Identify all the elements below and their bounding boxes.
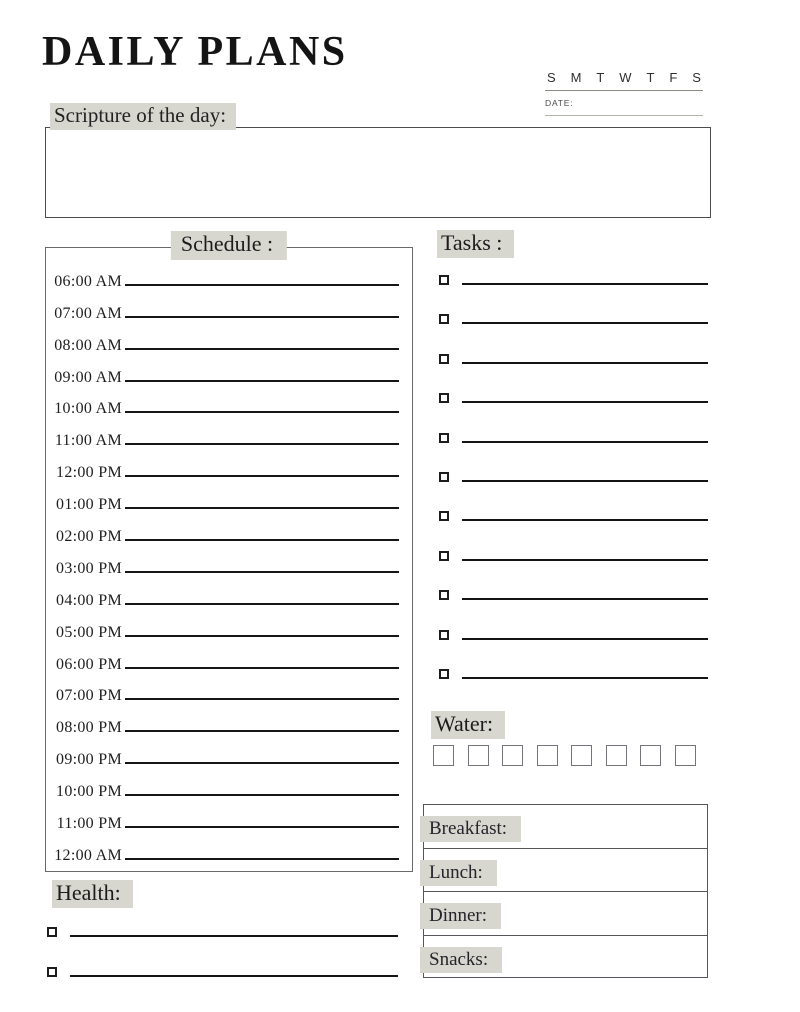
schedule-row xyxy=(46,547,412,579)
task-entry-line[interactable] xyxy=(462,480,708,482)
meals-box xyxy=(423,804,708,978)
schedule-row xyxy=(46,483,412,515)
meal-label: Dinner: xyxy=(420,903,501,929)
schedule-entry-line[interactable] xyxy=(125,667,399,669)
meal-label: Breakfast: xyxy=(420,816,521,842)
water-checkbox[interactable] xyxy=(571,745,592,766)
weekday-letter[interactable]: S xyxy=(692,70,701,85)
schedule-entry-line[interactable] xyxy=(125,475,399,477)
task-checkbox[interactable] xyxy=(439,433,449,443)
schedule-row xyxy=(46,643,412,675)
task-checkbox[interactable] xyxy=(439,393,449,403)
schedule-entry-line[interactable] xyxy=(125,635,399,637)
task-checkbox[interactable] xyxy=(439,472,449,482)
water-checkbox[interactable] xyxy=(537,745,558,766)
schedule-row xyxy=(46,451,412,483)
task-row xyxy=(437,461,708,500)
schedule-box xyxy=(45,231,413,872)
water-checkbox[interactable] xyxy=(606,745,627,766)
schedule-time-label: 04:00 PM xyxy=(56,591,122,609)
task-row xyxy=(437,540,708,579)
task-checkbox[interactable] xyxy=(439,630,449,640)
schedule-time-label: 07:00 AM xyxy=(54,304,122,322)
meal-row[interactable] xyxy=(424,936,707,980)
task-checkbox[interactable] xyxy=(439,669,449,679)
date-label: DATE: xyxy=(545,98,574,108)
water-label: Water: xyxy=(431,711,505,739)
task-checkbox[interactable] xyxy=(439,590,449,600)
water-checkbox[interactable] xyxy=(468,745,489,766)
schedule-entry-line[interactable] xyxy=(125,571,399,573)
schedule-entry-line[interactable] xyxy=(125,539,399,541)
weekday-letter[interactable]: W xyxy=(619,70,632,85)
schedule-time-label: 08:00 PM xyxy=(56,719,122,737)
schedule-time-label: 03:00 PM xyxy=(56,559,122,577)
water-checkbox[interactable] xyxy=(675,745,696,766)
schedule-time-label: 12:00 PM xyxy=(56,464,122,482)
schedule-time-label: 06:00 PM xyxy=(56,655,122,673)
task-row xyxy=(437,382,708,421)
task-entry-line[interactable] xyxy=(462,401,708,403)
schedule-rows xyxy=(46,248,412,866)
health-row xyxy=(45,956,398,996)
weekday-letter[interactable]: T xyxy=(596,70,605,85)
weekday-letter[interactable]: F xyxy=(669,70,678,85)
schedule-entry-line[interactable] xyxy=(125,507,399,509)
schedule-label: Schedule : xyxy=(171,231,287,260)
schedule-row xyxy=(46,260,412,292)
schedule-entry-line[interactable] xyxy=(125,380,399,382)
task-entry-line[interactable] xyxy=(462,519,708,521)
scripture-box[interactable] xyxy=(45,127,711,218)
task-checkbox[interactable] xyxy=(439,551,449,561)
task-row xyxy=(437,303,708,342)
schedule-row xyxy=(46,579,412,611)
task-entry-line[interactable] xyxy=(462,638,708,640)
health-entry-line[interactable] xyxy=(70,935,398,937)
schedule-entry-line[interactable] xyxy=(125,826,399,828)
schedule-time-label: 11:00 AM xyxy=(54,432,122,450)
schedule-entry-line[interactable] xyxy=(125,603,399,605)
scripture-label: Scripture of the day: xyxy=(50,103,236,130)
task-entry-line[interactable] xyxy=(462,283,708,285)
schedule-time-label: 11:00 PM xyxy=(56,815,122,833)
schedule-time-label: 08:00 AM xyxy=(54,336,122,354)
water-checkbox[interactable] xyxy=(433,745,454,766)
meal-row[interactable] xyxy=(424,849,707,893)
task-checkbox[interactable] xyxy=(439,314,449,324)
date-entry-line[interactable] xyxy=(545,115,703,116)
schedule-row xyxy=(46,388,412,420)
schedule-entry-line[interactable] xyxy=(125,411,399,413)
schedule-entry-line[interactable] xyxy=(125,443,399,445)
page-title: DAILY PLANS xyxy=(42,29,348,75)
task-entry-line[interactable] xyxy=(462,362,708,364)
schedule-row xyxy=(46,515,412,547)
schedule-time-label: 07:00 PM xyxy=(56,687,122,705)
meal-row[interactable] xyxy=(424,892,707,936)
schedule-row xyxy=(46,802,412,834)
schedule-row xyxy=(46,419,412,451)
schedule-entry-line[interactable] xyxy=(125,316,399,318)
health-row xyxy=(45,916,398,956)
task-entry-line[interactable] xyxy=(462,677,708,679)
schedule-row xyxy=(46,770,412,802)
task-entry-line[interactable] xyxy=(462,441,708,443)
schedule-row xyxy=(46,834,412,866)
schedule-row xyxy=(46,611,412,643)
task-row xyxy=(437,619,708,658)
schedule-entry-line[interactable] xyxy=(125,762,399,764)
week-date-block xyxy=(545,70,703,116)
schedule-entry-line[interactable] xyxy=(125,730,399,732)
task-row xyxy=(437,579,708,618)
health-checkbox[interactable] xyxy=(47,967,57,977)
schedule-row xyxy=(46,675,412,707)
schedule-row xyxy=(46,356,412,388)
schedule-entry-line[interactable] xyxy=(125,858,399,860)
task-row xyxy=(437,422,708,461)
schedule-row xyxy=(46,292,412,324)
task-row xyxy=(437,500,708,539)
task-row xyxy=(437,264,708,303)
schedule-time-label: 09:00 PM xyxy=(56,751,122,769)
task-checkbox[interactable] xyxy=(439,511,449,521)
task-checkbox[interactable] xyxy=(439,354,449,364)
water-tracker xyxy=(433,745,696,766)
water-checkbox[interactable] xyxy=(640,745,661,766)
task-entry-line[interactable] xyxy=(462,598,708,600)
task-entry-line[interactable] xyxy=(462,559,708,561)
schedule-time-label: 02:00 PM xyxy=(56,528,122,546)
schedule-time-label: 10:00 AM xyxy=(54,400,122,418)
meal-label: Lunch: xyxy=(420,860,497,886)
schedule-entry-line[interactable] xyxy=(125,698,399,700)
health-entry-line[interactable] xyxy=(70,975,398,977)
task-row xyxy=(437,658,708,697)
water-checkbox[interactable] xyxy=(502,745,523,766)
schedule-time-label: 06:00 AM xyxy=(54,272,122,290)
meal-label: Snacks: xyxy=(420,947,502,973)
tasks-label: Tasks : xyxy=(437,230,514,258)
weekday-letter[interactable]: S xyxy=(547,70,556,85)
health-list xyxy=(45,916,398,996)
schedule-time-label: 05:00 PM xyxy=(56,623,122,641)
weekday-row[interactable] xyxy=(545,70,703,91)
task-list xyxy=(437,264,708,697)
schedule-row xyxy=(46,324,412,356)
schedule-time-label: 01:00 PM xyxy=(56,496,122,514)
schedule-entry-line[interactable] xyxy=(125,794,399,796)
schedule-entry-line[interactable] xyxy=(125,284,399,286)
meal-row[interactable] xyxy=(424,805,707,849)
schedule-time-label: 10:00 PM xyxy=(56,783,122,801)
health-checkbox[interactable] xyxy=(47,927,57,937)
weekday-letter[interactable]: M xyxy=(570,70,582,85)
schedule-time-label: 09:00 AM xyxy=(54,368,122,386)
weekday-letter[interactable]: T xyxy=(646,70,655,85)
schedule-row xyxy=(46,706,412,738)
schedule-time-label: 12:00 AM xyxy=(54,846,122,864)
task-checkbox[interactable] xyxy=(439,275,449,285)
task-row xyxy=(437,343,708,382)
schedule-entry-line[interactable] xyxy=(125,348,399,350)
health-label: Health: xyxy=(52,880,133,908)
schedule-row xyxy=(46,738,412,770)
task-entry-line[interactable] xyxy=(462,322,708,324)
